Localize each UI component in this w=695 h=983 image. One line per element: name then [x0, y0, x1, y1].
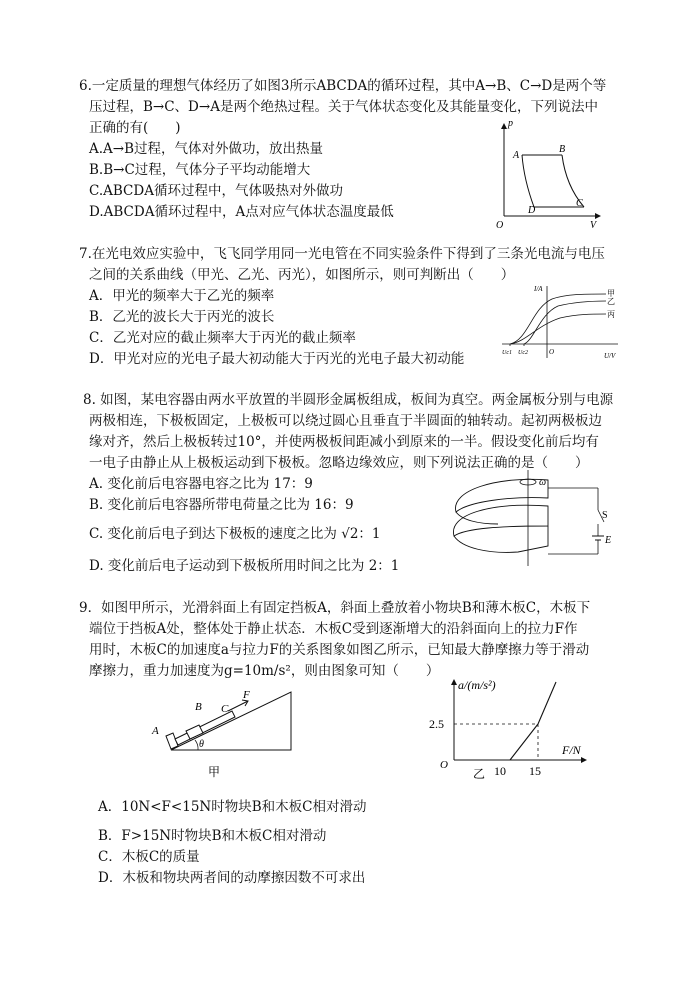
q9-graph-segment-1: [510, 724, 538, 760]
q6-point-a: A: [513, 150, 520, 161]
q7-yi-label: 乙: [607, 297, 615, 306]
q9-label-f: F: [243, 689, 250, 701]
q6-p-label: p: [508, 118, 513, 129]
q7-u-label: U/V: [604, 352, 616, 360]
q7-curve-yi: [524, 301, 606, 344]
q9-incline-figure: [146, 686, 296, 786]
q8-stem-line-4: 一电子由静止从上极板运动到下极板。忽略边缘效应，则下列说法正确的是（ ）: [89, 455, 589, 471]
q8-option-b: B. 变化前后电容器所带电荷量之比为 16：9: [89, 497, 354, 513]
q9-option-b: B．F>15N时物块B和木板C相对滑动: [98, 828, 327, 844]
q7-uc1-label: Uc1: [502, 350, 512, 356]
q9-stem-line-4: 摩擦力，重力加速度为g=10m/s²，则由图象可知（ ）: [89, 663, 440, 679]
q8-capacitor-figure: [448, 470, 618, 570]
q8-option-d: D. 变化前后电子运动到下极板所用时间之比为 2：1: [89, 558, 400, 574]
q9-stem-line-2: 端位于挡板A处，整体处于静止状态．木板C受到逐渐增大的沿斜面向上的拉力F作: [89, 621, 578, 637]
q9-origin-label: O: [440, 759, 448, 771]
q7-stem-line-1: 7.在光电效应实验中，飞飞同学用同一光电管在不同实验条件下得到了三条光电流与电压: [79, 246, 605, 262]
q7-bing-label: 丙: [607, 310, 615, 319]
q7-option-b: B．乙光的波长大于丙光的波长: [89, 309, 275, 325]
q9-option-d: D．木板和物块两者间的动摩擦因数不可求出: [98, 870, 366, 886]
q9-board-c: [175, 711, 235, 745]
q7-photoelectric-graph: [500, 282, 620, 362]
q6-point-c: C: [576, 198, 583, 209]
q7-origin-label: O: [549, 348, 555, 356]
q8-stem-line-1: 8. 如图，某电容器由两水平放置的半圆形金属板组成，板间为真空。两金属板分别与电源: [83, 392, 614, 408]
q6-stem-line-1: 6.一定质量的理想气体经历了如图3所示ABCDA的循环过程，其中A→B、C→D是两个等: [79, 78, 607, 94]
q7-jia-label: 甲: [607, 289, 615, 298]
q6-point-d: D: [528, 205, 536, 216]
q7-option-c: C．乙光对应的截止频率大于丙光的截止频率: [89, 330, 356, 346]
q7-i-label: I/A: [534, 285, 543, 293]
q9-y-tick-label: 2.5: [429, 717, 444, 731]
q7-stem-line-2: 之间的关系曲线（甲光、乙光、丙光），如图所示，则可判断出（ ）: [89, 267, 515, 283]
q9-caption-jia: 甲: [208, 765, 221, 779]
q9-af-graph: [428, 674, 598, 784]
q6-pv-diagram: [490, 116, 605, 230]
q6-v-label: V: [590, 220, 597, 230]
q7-uc2-label: Uc2: [518, 350, 528, 356]
q9-block-b: [186, 725, 203, 739]
q9-option-a: A．10N<F<15N时物块B和木板C相对滑动: [98, 799, 367, 815]
q6-stem-line-3: 正确的有( ): [89, 120, 181, 136]
q8-lower-plate: [453, 505, 548, 536]
q9-stem-line-1: 9．如图甲所示，光滑斜面上有固定挡板A，斜面上叠放着小物块B和薄木板C，木板下: [79, 600, 591, 616]
q8-option-c: C. 变化前后电子到达下极板的速度之比为 √2：1: [89, 526, 381, 542]
q9-label-b: B: [195, 701, 202, 713]
q9-label-a: A: [152, 725, 159, 737]
q9-label-theta: θ: [199, 739, 204, 750]
q9-stem-line-3: 用时，木板C的加速度a与拉力F的关系图象如图乙所示，已知最大静摩擦力等于滑动: [89, 642, 590, 658]
q7-option-a: A．甲光的频率大于乙光的频率: [89, 288, 275, 304]
q7-option-d: D．甲光对应的光电子最大初动能大于丙光的光电子最大初动能: [89, 351, 465, 367]
q6-option-d: D.ABCDA循环过程中，A点对应气体状态温度最低: [89, 204, 394, 220]
q8-stem-line-2: 两极相连，下极板固定，上极板可以绕过圆心且垂直于半圆面的轴转动。起初两极板边: [89, 413, 602, 429]
q6-option-c: C.ABCDA循环过程中，气体吸热对外做功: [89, 183, 343, 199]
q9-y-axis-label: a/(m/s²): [458, 678, 496, 692]
q8-battery-label: E: [605, 535, 612, 546]
q9-option-c: C．木板C的质量: [98, 849, 200, 865]
q6-point-b: B: [559, 144, 566, 155]
q9-caption-yi: 乙: [473, 767, 486, 781]
q8-option-a: A. 变化前后电容器电容之比为 17：9: [89, 476, 313, 492]
q9-x-axis-label: F/N: [562, 743, 581, 757]
q9-x-tick-10: 10: [494, 764, 506, 778]
q8-switch-label: S: [602, 510, 608, 521]
q8-stem-line-3: 缘对齐，然后上极板转过10°，并使两极板间距减小到原来的一半。假设变化前后均有: [89, 434, 599, 450]
q6-option-a: A.A→B过程，气体对外做功，放出热量: [89, 141, 324, 157]
q6-origin-label: O: [496, 220, 504, 230]
q6-option-b: B.B→C过程，气体分子平均动能增大: [89, 162, 311, 178]
q7-curve-bing: [510, 314, 606, 344]
q6-path-da: [522, 155, 534, 207]
q9-graph-segment-2: [538, 682, 556, 724]
q9-label-c: C: [221, 703, 229, 715]
q6-stem-line-2: 压过程，B→C、D→A是两个绝热过程。关于气体状态变化及其能量变化，下列说法中: [89, 99, 598, 115]
q8-omega-label: ω: [539, 477, 547, 488]
q9-x-tick-15: 15: [529, 764, 541, 778]
q9-incline: [171, 692, 291, 750]
